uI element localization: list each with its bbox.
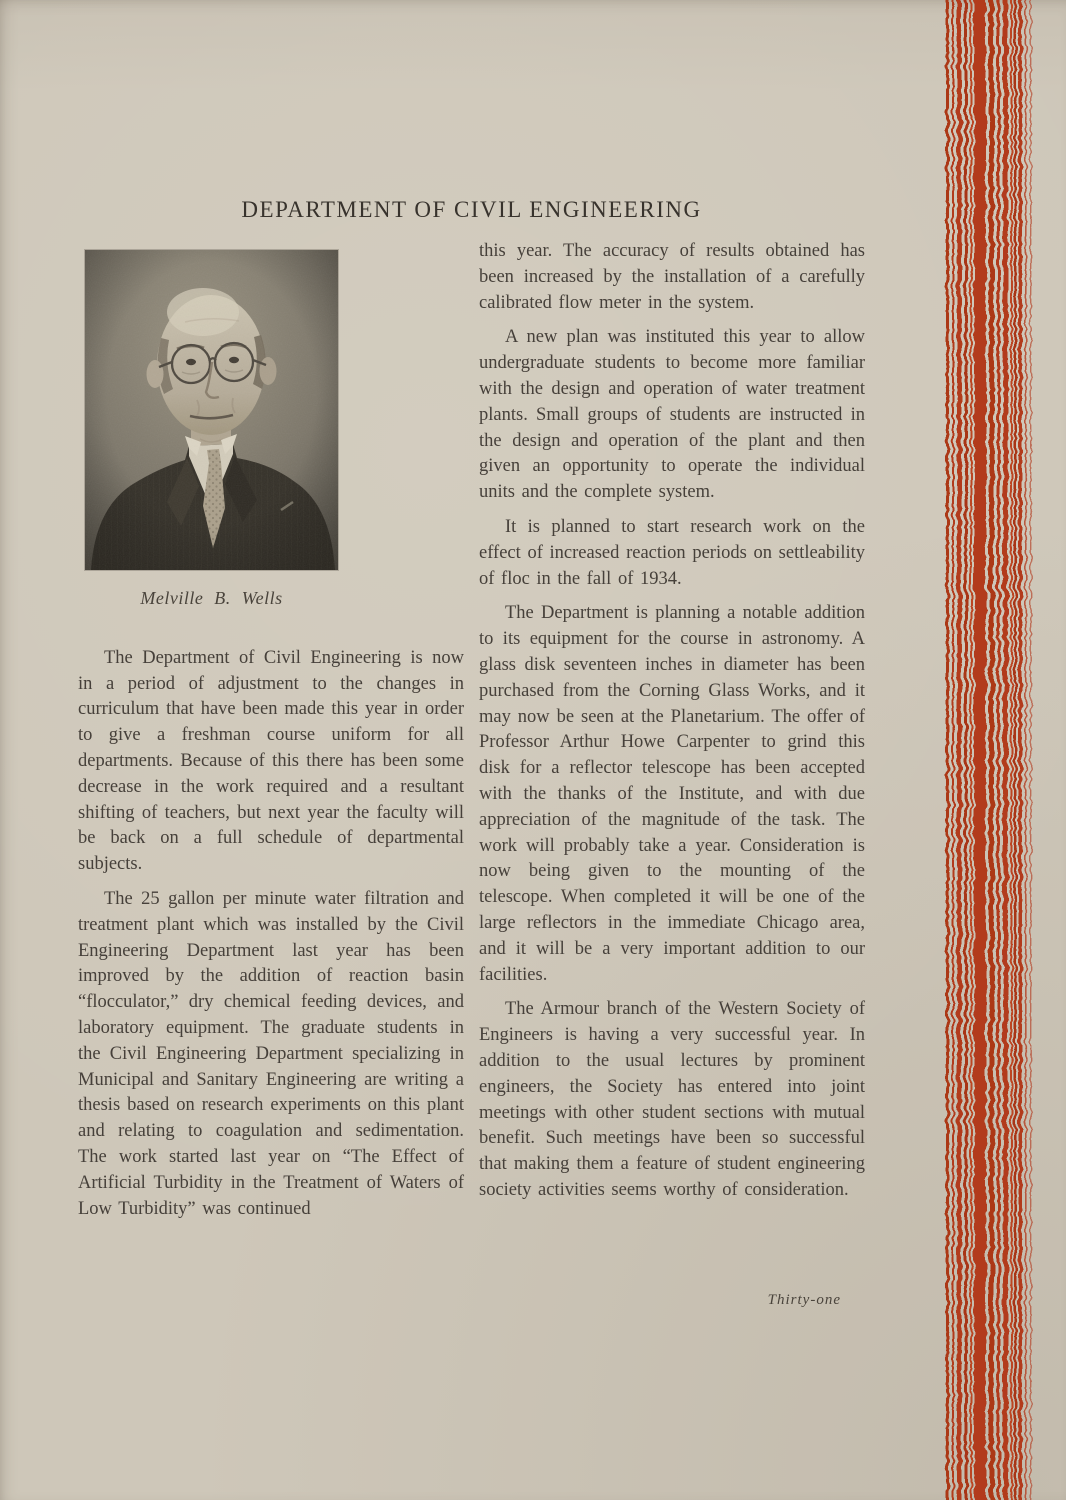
paragraph: The Department is planning a notable addition to its equipment for the course in astronomy. A glass disk seventeen inches in diameter has been purchased from the Corning Glass Works, and it may now be seen at the Planetarium. The offer of Professor Arthur Howe Carpenter to grind this disk for a reflector telescope has been accepted with the thanks of the Institute, and with due appreciation of the magnitude of the task. The work will probably take a year. Consideration is now being given to the mounting of the telescope. When completed it will be one of the large reflectors in the immediate Chicago area, and it will be a very important addition to our facilities. bbox=[479, 603, 865, 985]
photo-caption: Melville B. Wells bbox=[140, 588, 283, 608]
paragraph: The Department of Civil Engineering is now in a period of adjustment to the changes in curriculum that have been made this year in order to give a freshman course uniform for all departments. Because of this there has been some decrease in the work required and a resultant shifting of teachers, but next year the faculty will be back on a full schedule of departmental subjects. bbox=[78, 647, 464, 875]
paragraph: this year. The accuracy of results obtained has been increased by the installation of a carefully calibrated flow meter in the system. bbox=[479, 241, 865, 313]
page-number: Thirty-one bbox=[767, 1292, 841, 1308]
portrait-figure bbox=[85, 250, 338, 612]
paragraph: The 25 gallon per minute water filtration and treatment plant which was installed by the Civil Engineering Department last year has been improved by the addition of reaction basin “flocculator,” dry chemical feeding devices, and laboratory equipment. The graduate students in the Civil Engineering Department specializing in Municipal and Sanitary Engineering are writing a thesis based on research experiments on this plant and relating to coagulation and sedimentation. The work started last year on “The Effect of Artificial Turbidity in the Treatment of Waters of Low Turbidity” was continued bbox=[78, 888, 464, 1219]
left-column bbox=[78, 250, 464, 1231]
left-column-text bbox=[78, 646, 464, 1223]
portrait-photo bbox=[85, 250, 338, 570]
paragraph: It is planned to start research work on the effect of increased reaction periods on settleability of floc in the fall of 1934. bbox=[479, 516, 865, 589]
page-title: DEPARTMENT OF CIVIL ENGINEERING bbox=[241, 197, 702, 222]
decorative-stripe-border bbox=[944, 0, 1036, 1500]
paragraph: A new plan was instituted this year to allow undergraduate students to become more familiar with the design and operation of water treatment plants. Small groups of students are instructed in the design and operation of the plant and then given an opportunity to operate the individual units and the complete system. bbox=[479, 327, 865, 503]
paragraph: The Armour branch of the Western Society of Engineers is having a very successful year. In addition to the usual lectures by prominent engineers, the Society has entered into joint meetings with other student sections with mutual benefit. Such meetings have been so successful that making them a feature of student engineering society activities seems worthy of consideration. bbox=[479, 999, 865, 1200]
right-column bbox=[479, 239, 865, 1213]
